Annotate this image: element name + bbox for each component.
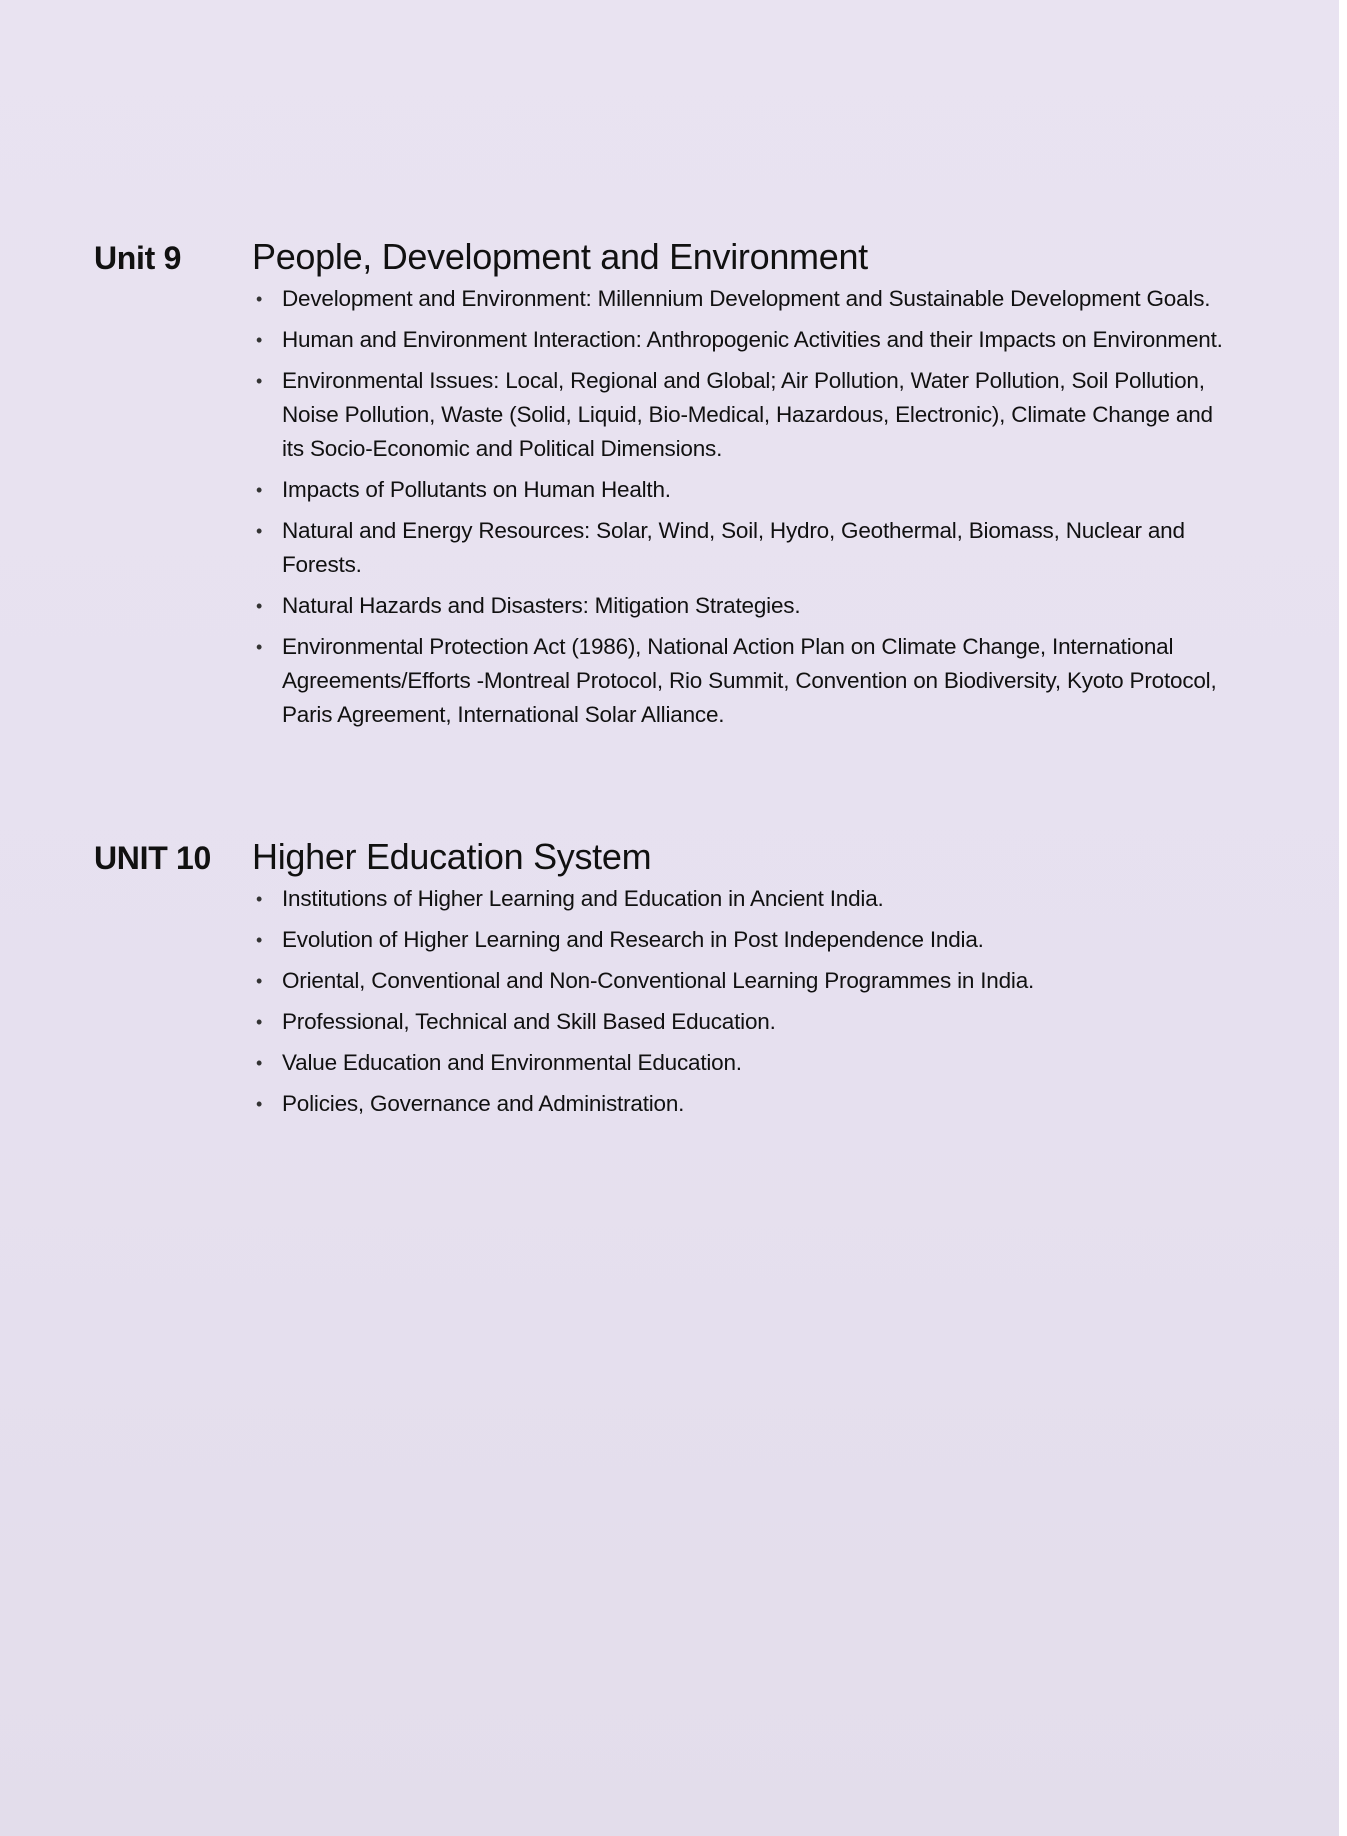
topic-item (252, 514, 1234, 582)
topic-item (252, 473, 1234, 507)
bullet-icon: • (256, 596, 263, 616)
bullet-icon: • (256, 480, 263, 500)
bullet-icon: • (256, 637, 263, 657)
topic-item (252, 282, 1234, 316)
topic-text: Environmental Protection Act (1986), National Action Plan on Climate Change, International Agreements/Efforts -Montreal Protocol, Rio Summit, Convention on Biodiversity, Kyoto Protocol, Paris Agreement, International Solar Alliance. (282, 634, 1217, 727)
unit-10-section (94, 836, 1234, 1128)
topic-item (252, 1046, 1234, 1080)
bullet-icon: • (256, 330, 263, 350)
page-edge (1339, 0, 1347, 1836)
topic-item (252, 323, 1234, 357)
topic-text: Human and Environment Interaction: Anthropogenic Activities and their Impacts on Environment. (282, 327, 1223, 352)
bullet-icon: • (256, 1012, 263, 1032)
bullet-icon: • (256, 289, 263, 309)
topic-text: Professional, Technical and Skill Based Education. (282, 1009, 776, 1034)
topic-text: Natural Hazards and Disasters: Mitigation Strategies. (282, 593, 801, 618)
unit-title: Higher Education System (252, 836, 652, 877)
unit-header (94, 836, 1234, 882)
topic-text: Development and Environment: Millennium Development and Sustainable Development Goals. (282, 286, 1211, 311)
topic-list (252, 282, 1234, 732)
topic-text: Impacts of Pollutants on Human Health. (282, 477, 671, 502)
topic-item (252, 630, 1234, 732)
bullet-icon: • (256, 1053, 263, 1073)
topic-item (252, 1087, 1234, 1121)
unit-header (94, 236, 1234, 282)
bullet-icon: • (256, 371, 263, 391)
unit-9-section (94, 236, 1234, 739)
unit-title: People, Development and Environment (252, 236, 868, 277)
bullet-icon: • (256, 1094, 263, 1114)
bullet-icon: • (256, 930, 263, 950)
topic-list (252, 882, 1234, 1121)
topic-text: Value Education and Environmental Education. (282, 1050, 742, 1075)
topic-item (252, 364, 1234, 466)
topic-text: Evolution of Higher Learning and Research in Post Independence India. (282, 927, 984, 952)
topic-item (252, 964, 1234, 998)
topic-item (252, 882, 1234, 916)
topic-item (252, 589, 1234, 623)
topic-text: Institutions of Higher Learning and Education in Ancient India. (282, 886, 884, 911)
bullet-icon: • (256, 971, 263, 991)
topic-text: Environmental Issues: Local, Regional and Global; Air Pollution, Water Pollution, Soil Pollution, Noise Pollution, Waste (Solid, Liquid, Bio-Medical, Hazardous, Electronic), Climate Change and its Socio-Economic and Political Dimensions. (282, 368, 1213, 461)
unit-label: UNIT 10 (94, 840, 212, 876)
topic-text: Oriental, Conventional and Non-Conventional Learning Programmes in India. (282, 968, 1035, 993)
topic-item (252, 1005, 1234, 1039)
topic-item (252, 923, 1234, 957)
bullet-icon: • (256, 889, 263, 909)
topic-text: Natural and Energy Resources: Solar, Wind, Soil, Hydro, Geothermal, Biomass, Nuclear and Forests. (282, 518, 1185, 577)
topic-text: Policies, Governance and Administration. (282, 1091, 685, 1116)
unit-label: Unit 9 (94, 240, 182, 276)
bullet-icon: • (256, 521, 263, 541)
